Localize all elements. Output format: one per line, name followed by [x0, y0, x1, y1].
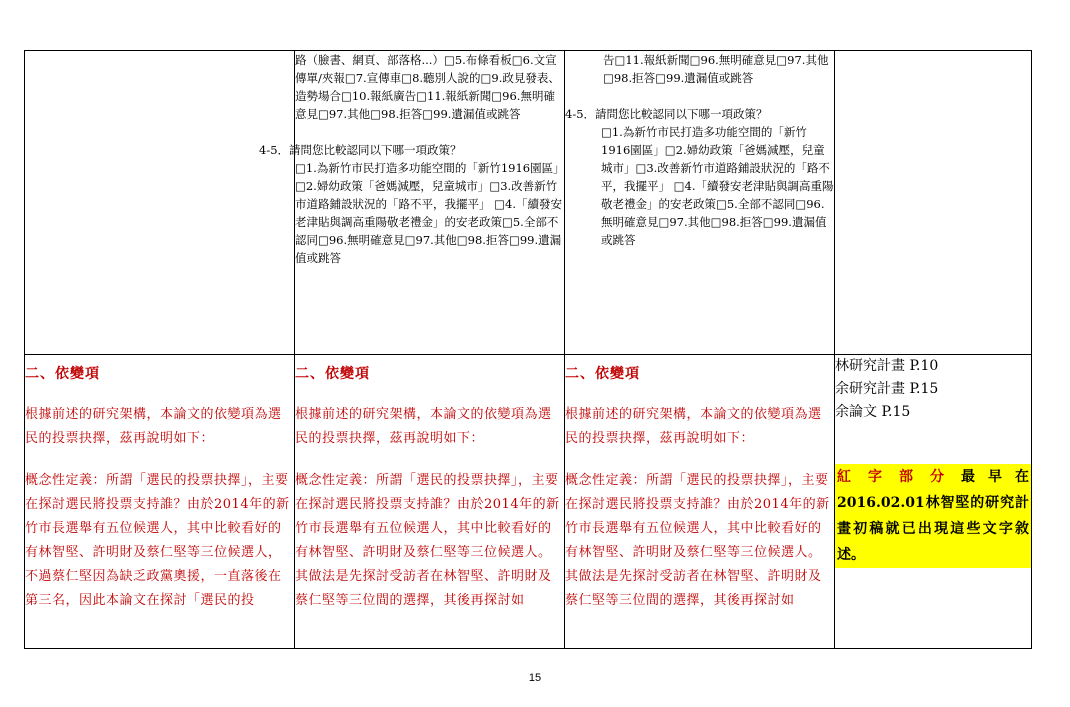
col3-definition-paragraph: 概念性定義：所謂「選民的投票抉擇」，主要在探討選民將投票支持誰？由於2014年的新竹市長選舉有五位候選人，其中比較看好的有林智堅、許明財及蔡仁堅等三位候選人。其做法是先探討受訪者在林智堅、許明財及蔡仁堅等三位間的選擇，其後再探討如: [565, 473, 830, 608]
col3-continued-options: 告□11.報紙新聞□96.無明確意見□97.其他□98.拒答□99.遺漏值或跳答: [603, 53, 829, 85]
cell-col1-dependent-variable: [25, 355, 295, 649]
reference-lin-proposal: 林研究計畫 P.10: [835, 358, 939, 374]
reference-yu-thesis: 余論文 P.15: [835, 404, 911, 420]
col1-intro-paragraph: 根據前述的研究架構，本論文的依變項為選民的投票抉擇，茲再說明如下：: [25, 407, 282, 446]
col1-definition-paragraph: [25, 469, 294, 613]
comparison-table-page: [24, 50, 1032, 649]
cell-col4-notes: [835, 355, 1032, 649]
table-row-dependent-variable: [25, 355, 1032, 649]
col3-intro-paragraph: 根據前述的研究架構，本論文的依變項為選民的投票抉擇，茲再說明如下：: [565, 407, 822, 446]
col2-question-title: 4-5．請問您比較認同以下哪一項政策？: [259, 143, 462, 157]
col2-definition-paragraph: 概念性定義：所謂「選民的投票抉擇」，主要在探討選民將投票支持誰？由於2014年的新竹市長選舉有五位候選人，其中比較看好的有林智堅、許明財及蔡仁堅等三位候選人。其做法是先探討受訪者在林智堅、許明財及蔡仁堅等三位間的選擇，其後再探討如: [295, 473, 560, 608]
highlight-note: [835, 464, 1031, 568]
table-row-questionnaire: [25, 51, 1032, 355]
cell-col2-questions: [259, 51, 565, 355]
col2-continued-options: 路（臉書、網頁、部落格...）□5.布條看板□6.文宣傳單/夾報□7.宣傳車□8.聽別人說的□9.政見發表、造勢場合□10.報紙廣告□11.報紙新聞□96.無明確意見□97.其他□98.拒答□99.遺漏值或跳答: [295, 53, 560, 121]
cell-col4-empty: [835, 51, 1032, 355]
col2-question-options: □1.為新竹市民打造多功能空間的「新竹1916園區」□2.婦幼政策「爸媽減壓，兒童城市」□3.改善新竹市道路鋪設狀況的「路不平，我擺平」 □4.「續發安老津貼與調高重陽敬老禮金」的安老政策□5.全部不認同□96.無明確意見□97.其他□98.拒答□99.遺漏值或跳答: [295, 161, 562, 265]
highlight-note-text: 最早在2016.02.01林智堅的研究計畫初稿就已出現這些文字敘述。: [837, 469, 1029, 563]
col2-section-heading: 二、依變項: [295, 366, 370, 382]
col3-question-options: □1.為新竹市民打造多功能空間的「新竹1916園區」□2.婦幼政策「爸媽減壓，兒童城市」□3.改善新竹市道路鋪設狀況的「路不平，我擺平」 □4.「續發安老津貼與調高重陽敬老禮金」的安老政策□5.全部不認同□96.無明確意見□97.其他□98.拒答□99.遺漏值或跳答: [601, 125, 834, 247]
cell-col3-dependent-variable: [565, 355, 835, 649]
col2-intro-paragraph: 根據前述的研究架構，本論文的依變項為選民的投票抉擇，茲再說明如下：: [295, 407, 552, 446]
highlight-red-label: 紅字部分: [837, 469, 961, 485]
cell-col1-empty: [25, 51, 295, 355]
comparison-table: [24, 50, 1032, 649]
col3-section-heading: 二、依變項: [565, 366, 640, 382]
reference-yu-proposal: 余研究計畫 P.15: [835, 381, 939, 397]
cell-col3-questions: [565, 51, 835, 355]
col3-question-title: 4-5．請問您比較認同以下哪一項政策？: [565, 107, 768, 121]
col1-definition-text: 概念性定義：所謂「選民的投票抉擇」，主要在探討選民將投票支持誰？由於2014年的新竹市長選舉有五位候選人，其中比較看好的有林智堅、許明財及蔡仁堅等三位候選人，不過蔡仁堅因為缺乏政黨奧援，一直落後在第三名，因此本論文在探討「選民的投: [25, 473, 290, 608]
page-number: 15: [528, 672, 542, 684]
cell-col2-dependent-variable: [295, 355, 565, 649]
col1-section-heading: 二、依變項: [25, 366, 100, 382]
